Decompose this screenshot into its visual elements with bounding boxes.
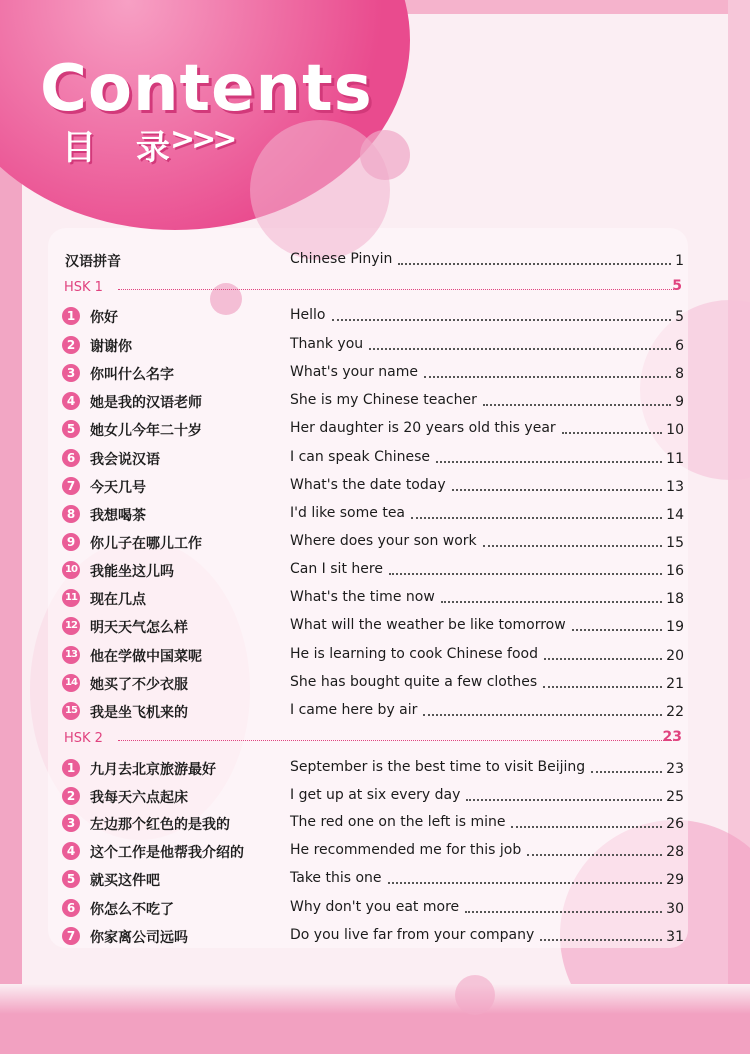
lesson-number-badge: 5 xyxy=(62,870,80,888)
toc-entry[interactable] xyxy=(0,700,750,724)
lesson-title-english: What's the time now xyxy=(290,589,435,605)
page-number: 5 xyxy=(675,309,684,325)
toc-entry[interactable] xyxy=(0,897,750,921)
dot-leader xyxy=(389,573,662,575)
dot-leader xyxy=(423,714,662,716)
lesson-number-badge: 4 xyxy=(62,842,80,860)
lesson-title-chinese: 这个工作是他帮我介绍的 xyxy=(90,845,244,861)
lesson-title-chinese: 今天几号 xyxy=(90,480,146,496)
page-number: 21 xyxy=(666,676,684,692)
lesson-title-english: I'd like some tea xyxy=(290,505,406,521)
lesson-title-english: Where does your son work xyxy=(290,533,477,549)
lesson-title-chinese: 她买了不少衣服 xyxy=(90,677,188,693)
dot-leader xyxy=(411,517,662,519)
section-heading xyxy=(0,728,750,750)
lesson-title-english: Hello xyxy=(290,307,326,323)
toc-entry[interactable] xyxy=(0,925,750,949)
decorative-circle xyxy=(455,975,495,1015)
lesson-title-english: She has bought quite a few clothes xyxy=(290,674,538,690)
lesson-title-english: She is my Chinese teacher xyxy=(290,392,477,408)
dot-leader xyxy=(543,686,662,688)
dot-leader xyxy=(388,882,662,884)
lesson-title-chinese: 我是坐飞机来的 xyxy=(90,705,188,721)
dot-leader xyxy=(511,826,662,828)
page-number: 22 xyxy=(666,704,684,720)
lesson-number-badge: 15 xyxy=(62,702,80,720)
lesson-title-chinese: 汉语拼音 xyxy=(65,254,121,270)
page-subtitle: 目 录 xyxy=(62,128,184,168)
dot-leader xyxy=(562,432,662,434)
toc-entry[interactable] xyxy=(0,785,750,809)
dot-leader xyxy=(441,601,662,603)
lesson-title-chinese: 明天天气怎么样 xyxy=(90,620,188,636)
toc-entry[interactable] xyxy=(0,305,750,329)
toc-entry[interactable] xyxy=(0,644,750,668)
section-page-number: 23 xyxy=(662,729,682,745)
lesson-title-english: Can I sit here xyxy=(290,561,383,577)
page-number: 15 xyxy=(666,535,684,551)
page-number: 10 xyxy=(666,422,684,438)
toc-entry[interactable] xyxy=(0,587,750,611)
lesson-title-chinese: 我会说汉语 xyxy=(90,452,160,468)
lesson-title-chinese: 他在学做中国菜呢 xyxy=(90,649,202,665)
dot-leader xyxy=(544,658,662,660)
lesson-title-english: Chinese Pinyin xyxy=(290,251,393,267)
lesson-title-english: What's your name xyxy=(290,364,419,380)
dot-leader xyxy=(369,348,671,350)
lesson-title-english: Thank you xyxy=(290,336,364,352)
section-divider xyxy=(118,740,674,741)
toc-entry[interactable] xyxy=(0,390,750,414)
lesson-title-chinese: 你怎么不吃了 xyxy=(90,902,174,918)
toc-entry[interactable] xyxy=(0,757,750,781)
lesson-number-badge: 3 xyxy=(62,814,80,832)
lesson-number-badge: 7 xyxy=(62,927,80,945)
page-number: 11 xyxy=(666,451,684,467)
page-number: 18 xyxy=(666,591,684,607)
section-divider xyxy=(118,289,674,290)
page-number: 26 xyxy=(666,816,684,832)
lesson-number-badge: 8 xyxy=(62,505,80,523)
page-number: 16 xyxy=(666,563,684,579)
dot-leader xyxy=(398,263,671,265)
lesson-number-badge: 1 xyxy=(62,759,80,777)
dot-leader xyxy=(572,629,662,631)
section-page-number: 5 xyxy=(672,278,682,294)
lesson-number-badge: 10 xyxy=(62,561,80,579)
lesson-number-badge: 14 xyxy=(62,674,80,692)
lesson-title-english: Her daughter is 20 years old this year xyxy=(290,420,556,436)
lesson-number-badge: 6 xyxy=(62,899,80,917)
lesson-number-badge: 13 xyxy=(62,646,80,664)
lesson-title-chinese: 就买这件吧 xyxy=(90,873,160,889)
lesson-title-chinese: 我想喝茶 xyxy=(90,508,146,524)
lesson-title-english: He is learning to cook Chinese food xyxy=(290,646,539,662)
dot-leader xyxy=(424,376,671,378)
toc-entry[interactable] xyxy=(0,503,750,527)
lesson-title-english: Take this one xyxy=(290,870,382,886)
page-number: 20 xyxy=(666,648,684,664)
toc-entry[interactable] xyxy=(0,334,750,358)
dot-leader xyxy=(540,939,662,941)
toc-entry[interactable] xyxy=(0,362,750,386)
lesson-title-english: Do you live far from your company xyxy=(290,927,535,943)
lesson-title-chinese: 她是我的汉语老师 xyxy=(90,395,202,411)
lesson-title-english: I came here by air xyxy=(290,702,418,718)
dot-leader xyxy=(591,771,662,773)
lesson-title-english: September is the best time to visit Beijing xyxy=(290,759,586,775)
lesson-title-english: He recommended me for this job xyxy=(290,842,522,858)
dot-leader xyxy=(483,545,662,547)
lesson-title-chinese: 她女儿今年二十岁 xyxy=(90,423,202,439)
lesson-title-english: What will the weather be like tomorrow xyxy=(290,617,566,633)
lesson-number-badge: 6 xyxy=(62,449,80,467)
lesson-title-english: I get up at six every day xyxy=(290,787,461,803)
lesson-number-badge: 12 xyxy=(62,617,80,635)
lesson-title-chinese: 我能坐这儿吗 xyxy=(90,564,174,580)
dot-leader xyxy=(527,854,662,856)
toc-entry[interactable] xyxy=(0,447,750,471)
page-number: 6 xyxy=(675,338,684,354)
toc-entry[interactable] xyxy=(0,249,750,273)
section-label: HSK 2 xyxy=(64,731,103,746)
page-number: 1 xyxy=(675,253,684,269)
page-number: 31 xyxy=(666,929,684,945)
lesson-title-chinese: 九月去北京旅游最好 xyxy=(90,762,216,778)
lesson-number-badge: 3 xyxy=(62,364,80,382)
page-number: 8 xyxy=(675,366,684,382)
dot-leader xyxy=(483,404,671,406)
lesson-title-english: The red one on the left is mine xyxy=(290,814,506,830)
toc-entry[interactable] xyxy=(0,672,750,696)
toc-entry[interactable] xyxy=(0,868,750,892)
lesson-number-badge: 2 xyxy=(62,336,80,354)
lesson-number-badge: 1 xyxy=(62,307,80,325)
lesson-title-chinese: 我每天六点起床 xyxy=(90,790,188,806)
page-number: 28 xyxy=(666,844,684,860)
section-heading xyxy=(0,277,750,299)
page-number: 9 xyxy=(675,394,684,410)
lesson-number-badge: 4 xyxy=(62,392,80,410)
dot-leader xyxy=(465,911,662,913)
toc-entry[interactable] xyxy=(0,812,750,836)
bottom-border xyxy=(0,1014,750,1054)
chevron-right-icon: >>> xyxy=(170,122,234,157)
lesson-number-badge: 9 xyxy=(62,533,80,551)
page-number: 29 xyxy=(666,872,684,888)
dot-leader xyxy=(436,461,662,463)
toc-entry[interactable] xyxy=(0,615,750,639)
lesson-title-chinese: 你家离公司远吗 xyxy=(90,930,188,946)
lesson-number-badge: 2 xyxy=(62,787,80,805)
lesson-title-english: Why don't you eat more xyxy=(290,899,460,915)
dot-leader xyxy=(466,799,662,801)
page-number: 14 xyxy=(666,507,684,523)
lesson-number-badge: 11 xyxy=(62,589,80,607)
dot-leader xyxy=(452,489,662,491)
toc-entry[interactable] xyxy=(0,475,750,499)
lesson-title-english: What's the date today xyxy=(290,477,446,493)
page-number: 13 xyxy=(666,479,684,495)
toc-entry[interactable] xyxy=(0,840,750,864)
lesson-number-badge: 7 xyxy=(62,477,80,495)
bottom-gradient xyxy=(0,984,750,1014)
page-number: 23 xyxy=(666,761,684,777)
lesson-number-badge: 5 xyxy=(62,420,80,438)
dot-leader xyxy=(332,319,671,321)
decorative-circle xyxy=(360,130,410,180)
toc-entry[interactable] xyxy=(0,418,750,442)
lesson-title-chinese: 现在几点 xyxy=(90,592,146,608)
page-number: 19 xyxy=(666,619,684,635)
lesson-title-chinese: 谢谢你 xyxy=(90,339,132,355)
toc-entry[interactable] xyxy=(0,531,750,555)
lesson-title-english: I can speak Chinese xyxy=(290,449,431,465)
page-number: 30 xyxy=(666,901,684,917)
lesson-title-chinese: 你好 xyxy=(90,310,118,326)
page-title: Contents xyxy=(40,52,373,126)
lesson-title-chinese: 你儿子在哪儿工作 xyxy=(90,536,202,552)
toc-entry[interactable] xyxy=(0,559,750,583)
lesson-title-chinese: 左边那个红色的是我的 xyxy=(90,817,230,833)
lesson-title-chinese: 你叫什么名字 xyxy=(90,367,174,383)
page-number: 25 xyxy=(666,789,684,805)
section-label: HSK 1 xyxy=(64,280,103,295)
